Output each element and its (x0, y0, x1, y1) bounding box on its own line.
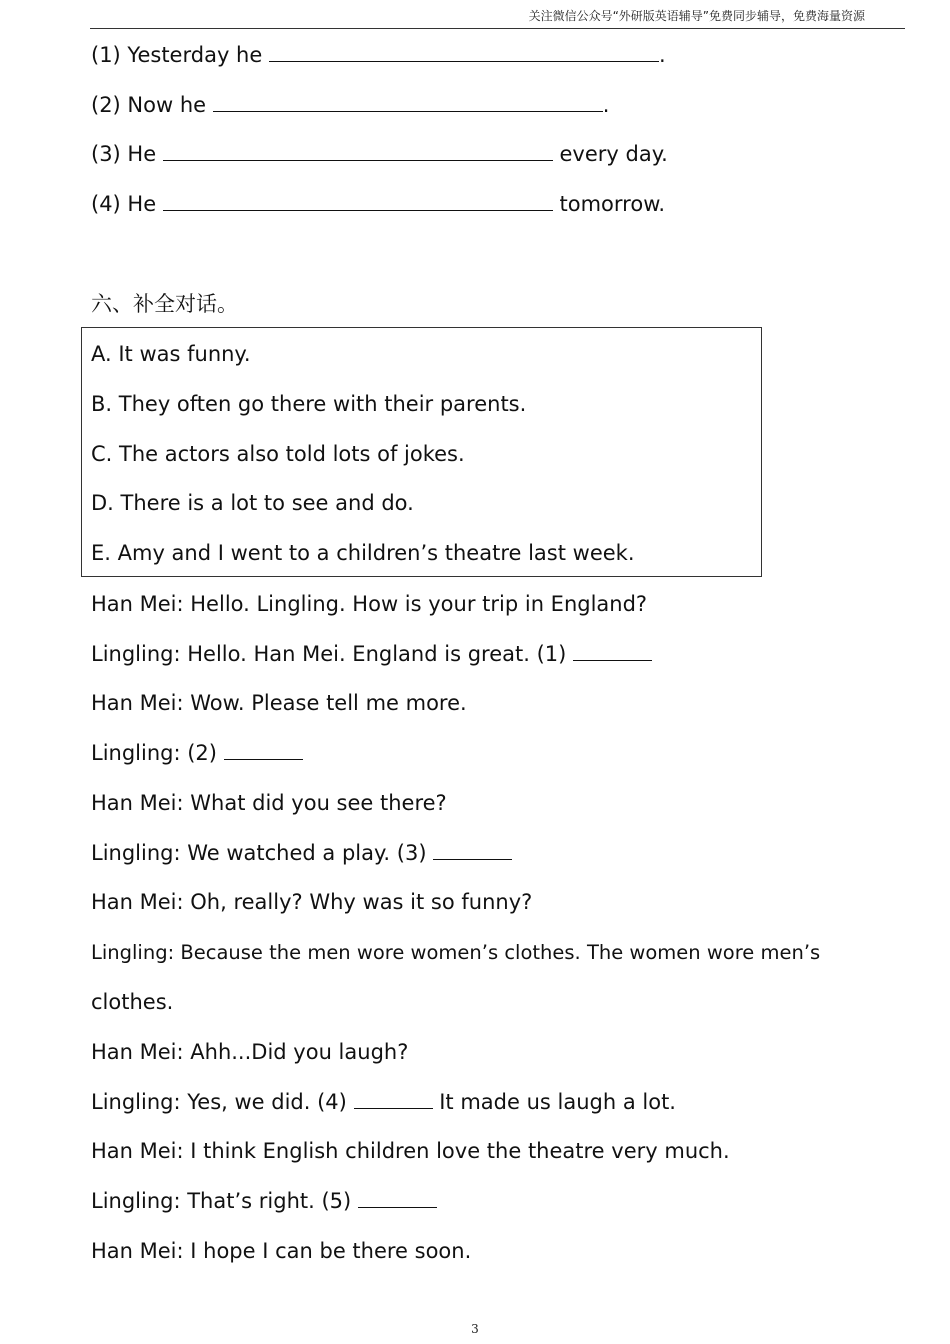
dialogue-line (91, 1136, 730, 1166)
fill-in-prefix: (3) He (91, 142, 157, 166)
fill-in-item-3 (91, 139, 668, 169)
fill-in-item-2 (91, 90, 609, 120)
dialogue-text: clothes. (91, 990, 174, 1014)
dialogue-text: Han Mei: Oh, really? Why was it so funny? (91, 890, 533, 914)
option-d: D. There is a lot to see and do. (91, 491, 414, 515)
dialogue-text: Han Mei: I think English children love the theatre very much. (91, 1139, 730, 1163)
answer-blank[interactable] (433, 839, 512, 860)
dialogue-text: Lingling: Hello. Han Mei. England is great. (1) (91, 642, 567, 666)
dialogue-text: Han Mei: I hope I can be there soon. (91, 1239, 472, 1263)
dialogue-text: Lingling: We watched a play. (3) (91, 841, 427, 865)
dialogue-line (91, 1087, 676, 1117)
answer-blank[interactable] (269, 41, 659, 62)
fill-in-suffix: every day. (559, 142, 668, 166)
dialogue-text: Han Mei: Ahh...Did you laugh? (91, 1040, 409, 1064)
dialogue-line (91, 1037, 408, 1067)
option-a: A. It was funny. (91, 342, 251, 366)
fill-in-prefix: (2) Now he (91, 93, 207, 117)
dialogue-line (91, 1236, 471, 1266)
dialogue-line (91, 887, 532, 917)
answer-blank[interactable] (354, 1088, 433, 1109)
fill-in-item-4 (91, 189, 665, 219)
header-note: 关注微信公众号“外研版英语辅导”免费同步辅导，免费海量资源 (528, 9, 865, 23)
dialogue-line (91, 838, 512, 868)
dialogue-text: Han Mei: Wow. Please tell me more. (91, 691, 467, 715)
answer-blank[interactable] (163, 190, 553, 211)
answer-blank[interactable] (163, 140, 553, 161)
dialogue-text: Han Mei: Hello. Lingling. How is your trip in England? (91, 592, 648, 616)
dialogue-line (91, 937, 820, 967)
answer-blank[interactable] (358, 1187, 437, 1208)
dialogue-text: Lingling: Because the men wore women’s clothes. The women wore men’s (91, 941, 821, 964)
dialogue-text: Han Mei: What did you see there? (91, 791, 447, 815)
fill-in-suffix: . (602, 93, 610, 117)
answer-blank[interactable] (213, 91, 603, 112)
dialogue-line (91, 688, 467, 718)
dialogue-text: Lingling: Yes, we did. (4) (91, 1090, 347, 1114)
fill-in-prefix: (4) He (91, 192, 157, 216)
dialogue-text: Lingling: (2) (91, 741, 217, 765)
dialogue-line (91, 639, 652, 669)
answer-blank[interactable] (224, 739, 303, 760)
dialogue-text-after: It made us laugh a lot. (439, 1090, 676, 1114)
dialogue-text: Lingling: That’s right. (5) (91, 1189, 352, 1213)
dialogue-line (91, 1186, 437, 1216)
section-title: 六、补全对话。 (91, 292, 238, 316)
dialogue-line (91, 788, 447, 818)
fill-in-suffix: tomorrow. (559, 192, 666, 216)
answer-blank[interactable] (573, 640, 652, 661)
option-c: C. The actors also told lots of jokes. (91, 442, 465, 466)
dialogue-line (91, 589, 647, 619)
dialogue-line (91, 987, 173, 1017)
fill-in-prefix: (1) Yesterday he (91, 43, 263, 67)
fill-in-item-1 (91, 40, 666, 70)
fill-in-suffix: . (658, 43, 666, 67)
dialogue-line (91, 738, 303, 768)
option-b: B. They often go there with their parents. (91, 392, 527, 416)
page-number: 3 (471, 1322, 479, 1336)
option-e: E. Amy and I went to a children’s theatre last week. (91, 541, 635, 565)
header-divider (90, 28, 905, 29)
